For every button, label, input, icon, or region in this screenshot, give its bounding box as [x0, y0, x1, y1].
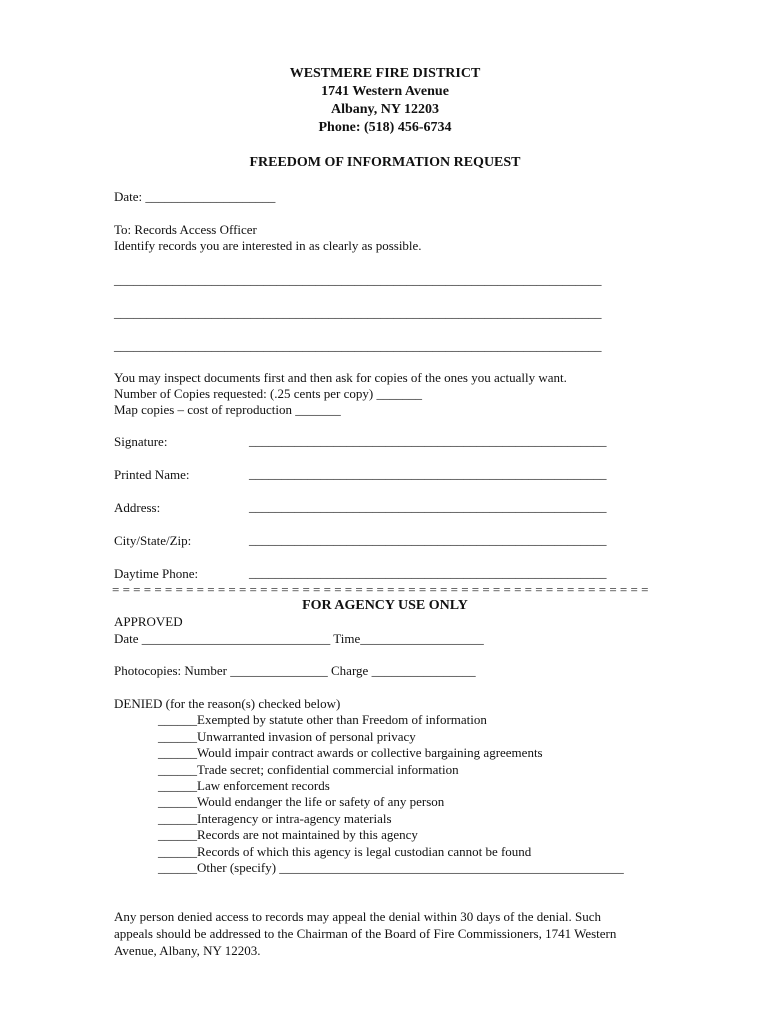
- denial-reason[interactable]: ______Interagency or intra-agency materials: [158, 811, 392, 826]
- appeal-text-line-2: appeals should be addressed to the Chairman of the Board of Fire Commissioners, 1741 Western: [114, 926, 617, 941]
- denial-reason-other[interactable]: ______Other (specify) _____________________________________________________: [158, 860, 624, 875]
- date-field[interactable]: Date: ____________________: [114, 189, 276, 204]
- approved-date-time-field[interactable]: Date _____________________________ Time___________________: [114, 631, 484, 646]
- denied-label: DENIED (for the reason(s) checked below): [114, 696, 341, 711]
- address-input[interactable]: _______________________________________________________: [249, 499, 607, 514]
- address-label: Address:: [114, 500, 161, 515]
- denial-reason[interactable]: ______Records of which this agency is legal custodian cannot be found: [158, 844, 532, 859]
- denial-reason[interactable]: ______Would endanger the life or safety of any person: [158, 794, 445, 809]
- identify-instruction: Identify records you are interested in as clearly as possible.: [114, 238, 422, 253]
- signature-label: Signature:: [114, 434, 168, 449]
- org-city: Albany, NY 12203: [330, 102, 439, 117]
- records-description-line-2[interactable]: ___________________________________________________________________________: [114, 305, 602, 320]
- org-name: WESTMERE FIRE DISTRICT: [289, 66, 481, 81]
- org-phone: Phone: (518) 456-6734: [318, 120, 452, 135]
- appeal-text-line-3: Avenue, Albany, NY 12203.: [114, 943, 261, 958]
- city-state-zip-input[interactable]: _______________________________________________________: [249, 532, 607, 547]
- agency-title: FOR AGENCY USE ONLY: [302, 598, 468, 613]
- city-state-zip-label: City/State/Zip:: [114, 533, 192, 548]
- denial-reason[interactable]: ______Unwarranted invasion of personal privacy: [158, 729, 416, 744]
- agency-separator: = = = = = = = = = = = = = = = = = = = = = = = = = = = = = = = = = = = = = = = = = = = = = = = = = = =: [112, 582, 649, 597]
- records-description-line-1[interactable]: ___________________________________________________________________________: [114, 272, 602, 287]
- inspect-note: You may inspect documents first and then ask for copies of the ones you actually want.: [114, 370, 567, 385]
- appeal-text-line-1: Any person denied access to records may appeal the denial within 30 days of the denial. Such: [114, 909, 601, 924]
- signature-input[interactable]: _______________________________________________________: [249, 433, 607, 448]
- printed-name-label: Printed Name:: [114, 467, 190, 482]
- form-title: FREEDOM OF INFORMATION REQUEST: [249, 155, 521, 170]
- denial-reason[interactable]: ______Law enforcement records: [158, 778, 330, 793]
- approved-label: APPROVED: [114, 614, 183, 629]
- denial-reason[interactable]: ______Trade secret; confidential commercial information: [158, 762, 459, 777]
- to-line: To: Records Access Officer: [114, 222, 257, 237]
- records-description-line-3[interactable]: ___________________________________________________________________________: [114, 338, 602, 353]
- org-street: 1741 Western Avenue: [321, 84, 449, 99]
- daytime-phone-label: Daytime Phone:: [114, 566, 199, 581]
- map-copies-field[interactable]: Map copies – cost of reproduction _______: [114, 402, 341, 417]
- denial-reason[interactable]: ______Would impair contract awards or collective bargaining agreements: [158, 745, 543, 760]
- copies-requested-field[interactable]: Number of Copies requested: (.25 cents per copy) _______: [114, 386, 422, 401]
- daytime-phone-input[interactable]: _______________________________________________________: [249, 565, 607, 580]
- denial-reason[interactable]: ______Records are not maintained by this agency: [158, 827, 418, 842]
- denial-reason[interactable]: ______Exempted by statute other than Freedom of information: [158, 712, 487, 727]
- photocopies-field[interactable]: Photocopies: Number _______________ Charge ________________: [114, 663, 476, 678]
- printed-name-input[interactable]: _______________________________________________________: [249, 466, 607, 481]
